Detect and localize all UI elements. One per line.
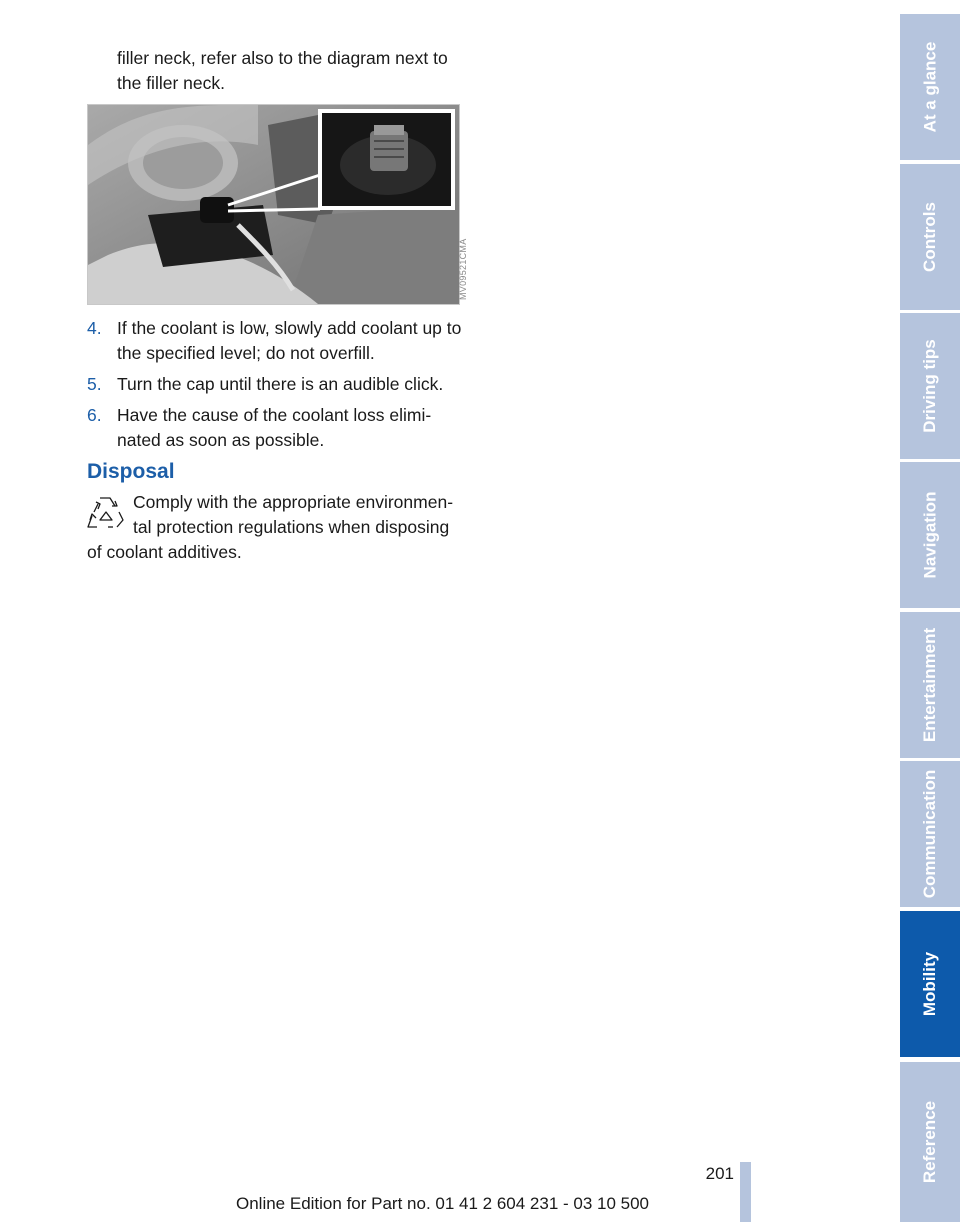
tab-communication[interactable]: [900, 761, 960, 907]
step-number: 4.: [87, 318, 102, 338]
step-item: [87, 316, 465, 366]
engine-bay-illustration: [88, 105, 459, 304]
page-number: 201: [705, 1164, 734, 1183]
disposal-paragraph: [87, 490, 465, 565]
tab-label: Mobility: [920, 951, 939, 1017]
tab-driving-tips[interactable]: [900, 313, 960, 459]
step-item: [87, 403, 465, 453]
tab-label: Navigation: [920, 491, 939, 579]
step-item: [87, 372, 465, 397]
disposal-text-line: Comply with the appropriate environmen-: [133, 492, 454, 512]
instruction-steps: [87, 316, 465, 459]
tab-label: Driving tips: [920, 339, 940, 433]
tab-mobility[interactable]: [900, 911, 960, 1057]
coolant-reservoir-photo: [87, 104, 460, 305]
intro-paragraph: filler neck, refer also to the diagram next to the filler neck.: [117, 48, 448, 93]
section-heading-disposal: Disposal: [87, 460, 175, 483]
step-text: Have the cause of the coolant loss elimi-nated as soon as possible.: [117, 405, 432, 450]
tab-navigation[interactable]: [900, 462, 960, 608]
step-text: Turn the cap until there is an audible click.: [117, 374, 444, 394]
edition-footer: Online Edition for Part no. 01 41 2 604 231 - 03 10 500: [236, 1194, 650, 1213]
tab-label: At a glance: [920, 41, 940, 133]
tab-label: Reference: [920, 1100, 939, 1184]
tab-label: Communication: [920, 769, 940, 899]
chapter-tabs: [900, 0, 960, 1222]
tab-reference[interactable]: [900, 1062, 960, 1222]
tab-at-a-glance[interactable]: [900, 14, 960, 160]
disposal-text-line: tal protection regulations when disposing: [133, 517, 450, 537]
figure-code: MV09521CMA: [458, 238, 468, 300]
step-text: If the coolant is low, slowly add coolant up to the specified level; do not overfill.: [117, 318, 462, 363]
tab-controls[interactable]: [900, 164, 960, 310]
step-number: 6.: [87, 405, 102, 425]
disposal-text-line: of coolant additives.: [87, 542, 242, 562]
tab-label: Entertainment: [920, 627, 940, 743]
tab-entertainment[interactable]: [900, 612, 960, 758]
step-number: 5.: [87, 374, 102, 394]
tab-label: Controls: [920, 202, 940, 272]
page-number-bar: [740, 1162, 751, 1222]
